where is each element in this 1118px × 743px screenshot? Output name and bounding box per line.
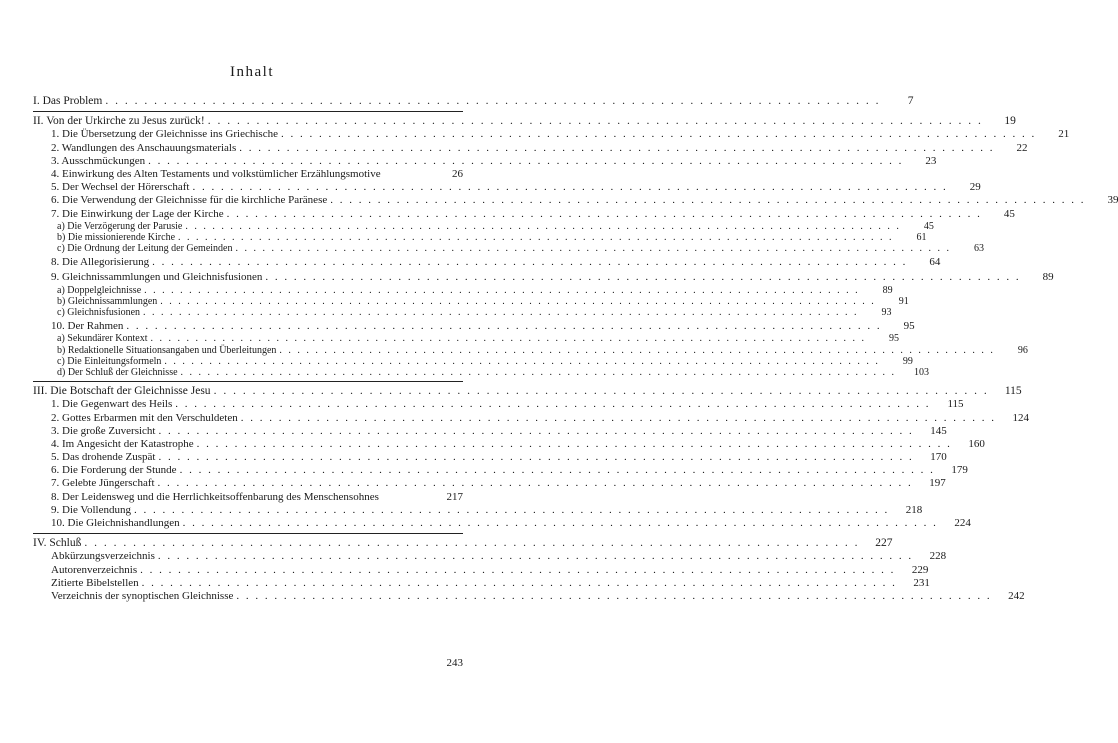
toc-entry-label: 7. Gelebte Jüngerschaft (51, 477, 155, 490)
toc-entry (33, 333, 900, 345)
toc-entry-label: I. Das Problem (33, 94, 103, 107)
toc-entry-label: Abkürzungsverzeichnis (51, 550, 155, 563)
toc-entry (33, 320, 915, 333)
toc-entry-page: 115 (1004, 385, 1022, 398)
toc-entry-page: 218 (905, 503, 923, 516)
toc-entry-page: 103 (914, 366, 930, 378)
toc-entry-page: 229 (911, 563, 929, 576)
toc-entry-page: 231 (913, 576, 930, 589)
dot-leader: . . . . . . . . . . . . . . . . . . . . . . . . . . . . . . . . . . . . . . . . . . . . . . . . . . . . . . . . . . . . . . . . . . . . . . . . . . . . . . . . (143, 307, 859, 318)
dot-leader: . . . . . . . . . . . . . . . . . . . . . . . . . . . . . . . . . . . . . . . . . . . . . . . . . . . . . . . . . . . . . . . . . . . . . . . . . . . . . . . . (236, 589, 992, 602)
dot-leader: . . . . . . . . . . . . . . . . . . . . . . . . . . . . . . . . . . . . . . . . . . . . . . . . . . . . . . . . . . . . . . . . . . . . . . . . . . . . . . . . (178, 231, 894, 243)
toc-entry-label: b) Die missionierende Kirche (57, 231, 176, 243)
toc-entry-label: 5. Das drohende Zuspät (51, 451, 156, 464)
toc-entry (33, 517, 971, 530)
toc-entry-label: b) Redaktionelle Situationsangaben und Überleitungen (57, 344, 277, 356)
toc-entry-page: 145 (930, 424, 947, 437)
toc-entry-label: III. Die Botschaft der Gleichnisse Jesu (33, 385, 211, 398)
section-rule (33, 111, 463, 112)
dot-leader: . . . . . . . . . . . . . . . . . . . . . . . . . . . . . . . . . . . . . . . . . . . . . . . . . . . . . . . . . . . . . . . . . . . . . . . . . . . . . . . . (164, 355, 880, 367)
toc-entry (33, 477, 946, 490)
toc-entry (33, 589, 1025, 603)
toc-entry-page: 64 (929, 256, 941, 269)
toc-entry-label: a) Doppelgleichnisse (57, 284, 142, 296)
toc-entry-page: 160 (968, 437, 985, 450)
toc-entry (33, 181, 981, 194)
dot-leader: . . . . . . . . . . . . . . . . . . . . . . . . . . . . . . . . . . . . . . . . . . . . . . . . . . . . . . . . . . . . . . . . . . . . . . . . . . . . . . . . (226, 207, 982, 220)
toc-entry-label: 2. Gottes Erbarmen mit den Verschuldeten (51, 411, 238, 424)
toc-entry (33, 243, 984, 255)
dot-leader: . . . . . . . . . . . . . . . . . . . . . . . . . . . . . . . . . . . . . . . . . . . . . . . . . . . . . . . . . . . . . . . . . . . . . . . . . . . . . . . . (150, 333, 867, 345)
section-rule (33, 533, 463, 534)
toc-entry-label: 5. Der Wechsel der Hörerschaft (51, 181, 190, 194)
toc-entry-page: 96 (1017, 344, 1028, 356)
toc-entry (33, 491, 463, 504)
toc-entry-label: 6. Die Forderung der Stunde (51, 464, 177, 477)
toc-entry (33, 355, 913, 367)
dot-leader: . . . . . . . . . . . . . . . . . . . . . . . . . . . . . . . . . . . . . . . . . . . . . . . . . . . . . . . . . . . . . . . . . . . . . . . . . . . . . . . . (239, 141, 995, 154)
toc-entry (33, 451, 947, 464)
toc-entry (33, 284, 893, 296)
toc-entry (33, 295, 909, 307)
toc-entry (33, 411, 1029, 425)
dot-leader: . . . . . . . . . . . . . . . . . . . . . . . . . . . . . . . . . . . . . . . . . . . . . . . . . . . . . . . . . . . . . . . . . . . . . . . . . . . . . . . . (157, 477, 913, 490)
dot-leader: . . . . . . . . . . . . . . . . . . . . . . . . . . . . . . . . . . . . . . . . . . . . . . . . . . . . . . . . . . . . . . . . . . . . . . . . . . . . . . . . (196, 437, 952, 450)
toc-entry-page: 217 (446, 490, 463, 503)
toc-entry-page: 21 (1058, 128, 1070, 141)
toc-section (33, 94, 914, 108)
toc-entry (33, 424, 947, 438)
dot-leader: . . . . . . . . . . . . . . . . . . . . . . . . . . . . . . . . . . . . . . . . . . . . . . . . . . . . . . . . . . . . . . . . . . . . . . . . . . . . . . . . (207, 115, 983, 128)
toc-entry-label: 4. Im Angesicht der Katastrophe (51, 437, 194, 450)
toc-entry-label: 4. Einwirkung des Alten Testaments und volkstümlicher Erzählungsmotive (51, 167, 381, 180)
toc-entry (33, 366, 930, 378)
toc-entry-label: b) Gleichnissammlungen (57, 295, 158, 307)
toc-entry-label: 8. Der Leidensweg und die Herrlichkeitsoffenbarung des Menschensohnes (51, 490, 379, 503)
toc-entry-label: II. Von der Urkirche zu Jesus zurück! (33, 115, 205, 128)
toc-entry-label: IV. Schluß (33, 537, 82, 550)
toc-entry-page: 91 (898, 295, 909, 307)
dot-leader: . . . . . . . . . . . . . . . . . . . . . . . . . . . . . . . . . . . . . . . . . . . . . . . . . . . . . . . . . . . . . . . . . . . . . . . . . . . . . . . . (158, 451, 914, 464)
toc-entry-page: 26 (452, 167, 463, 180)
dot-leader: . . . . . . . . . . . . . . . . . . . . . . . . . . . . . . . . . . . . . . . . . . . . . . . . . . . . . . . . . . . . . . . . . . . . . . . . . . . . . . . . (180, 366, 897, 378)
toc-entry (33, 256, 941, 269)
toc-entry (33, 168, 463, 181)
dot-leader: . . . . . . . . . . . . . . . . . . . . . . . . . . . . . . . . . . . . . . . . . . . . . . . . . . . . . . . . . . . . . . . . . . . . . . . . . . . . . . . . (330, 194, 1086, 207)
toc-entry-page: 7 (907, 94, 914, 107)
toc-entry-page: 89 (882, 284, 893, 296)
dot-leader: . . . . . . . . . . . . . . . . . . . . . . . . . . . . . . . . . . . . . . . . . . . . . . . . . . . . . . . . . . . . . . . . . . . . . . . . . . . . . . . . (240, 411, 996, 424)
toc-entry-label: Verzeichnis der synoptischen Gleichnisse (51, 589, 234, 602)
dot-leader: . . . . . . . . . . . . . . . . . . . . . . . . . . . . . . . . . . . . . . . . . . . . . . . . . . . . . . . . . . . . . . . . . . . . . . . . . . . . . . . . (133, 503, 890, 516)
toc-entry (33, 194, 1118, 207)
toc-entry (33, 576, 930, 590)
toc-entry-label: 8. Die Allegorisierung (51, 256, 150, 269)
dot-leader: . . . . . . . . . . . . . . . . . . . . . . . . . . . . . . . . . . . . . . . . . . . . . . . . . . . . . . . . . . . . . . . . . . . . . . . . . . . . . . . . (126, 320, 882, 333)
toc-entry-label: d) Der Schluß der Gleichnisse (57, 366, 178, 378)
toc-section (33, 385, 1022, 398)
dot-leader: . . . . . . . . . . . . . . . . . . . . . . . . . . . . . . . . . . . . . . . . . . . . . . . . . . . . . . . . . . . . . . . . . . . . . . . . . . . . . . . . (179, 464, 935, 477)
toc-entry (33, 220, 934, 232)
toc-entry (33, 141, 1028, 155)
toc-entry-label: 1. Die Gegenwart des Heils (51, 398, 173, 411)
toc-entry (33, 128, 1070, 141)
toc-entry-label: 3. Ausschmückungen (51, 154, 146, 167)
toc-entry-page: 170 (930, 451, 947, 464)
toc-entry (33, 231, 927, 243)
toc-entry (33, 398, 964, 411)
toc-entry-page: 61 (916, 231, 927, 243)
toc-entry-page: 242 (1008, 589, 1025, 602)
dot-leader: . . . . . . . . . . . . . . . . . . . . . . . . . . . . . . . . . . . . . . . . . . . . . . . . . . . . . . . . . . . . . . . . . . . . . . . . . . . . . . . . (182, 517, 938, 530)
toc-entry-page: 115 (947, 398, 964, 411)
toc-section (33, 115, 1016, 128)
toc-entry-page: 19 (1004, 115, 1016, 128)
toc-entry-label: c) Gleichnisfusionen (57, 307, 141, 318)
page-title: Inhalt (230, 64, 274, 80)
dot-leader: . . . . . . . . . . . . . . . . . . . . . . . . . . . . . . . . . . . . . . . . . . . . . . . . . . . . . . . . . . . . . . . . . . . . . . . . . . . . . . . . (160, 295, 876, 307)
toc-entry-page: 45 (923, 220, 934, 232)
toc-entry-label: 6. Die Verwendung der Gleichnisse für die kirchliche Paränese (51, 194, 328, 207)
dot-leader: . . . . . . . . . . . . . . . . . . . . . . . . . . . . . . . . . . . . . . . . . . . . . . . . . . . . . . . . . . . . . . . . . . . . . . . . . . . . . . . . (84, 537, 860, 550)
toc-entry-page: 29 (969, 181, 981, 194)
toc-entry-page: 95 (889, 333, 900, 345)
toc-entry-label: 10. Die Gleichnishandlungen (51, 517, 180, 530)
dot-leader: . . . . . . . . . . . . . . . . . . . . . . . . . . . . . . . . . . . . . . . . . . . . . . . . . . . . . . . . . . . . . . . . . . . . . . . . . . . . . . . . (157, 550, 914, 563)
dot-leader: . . . . . . . . . . . . . . . . . . . . . . . . . . . . . . . . . . . . . . . . . . . . . . . . . . . . . . . . . . . . . . . . . . . . . . . . . . . . . . . . (185, 220, 901, 232)
toc-entry-page: 228 (929, 550, 947, 563)
toc-entry (33, 307, 892, 318)
toc-entry-page: 179 (951, 464, 968, 477)
toc-entry-label: a) Die Verzögerung der Parusie (57, 220, 183, 232)
dot-leader: . . . . . . . . . . . . . . . . . . . . . . . . . . . . . . . . . . . . . . . . . . . . . . . . . . . . . . . . . . . . . . . . . . . . . . . . . . . . . . . . (148, 154, 904, 167)
toc-entry-label: 10. Der Rahmen (51, 320, 124, 333)
toc-entry-page: 93 (881, 307, 892, 318)
dot-leader: . . . . . . . . . . . . . . . . . . . . . . . . . . . . . . . . . . . . . . . . . . . . . . . . . . . . . . . . . . . . . . . . . . . . . . . . . . . . . . . . (280, 128, 1037, 141)
toc-entry-page: 95 (903, 320, 915, 333)
toc-entry-label: 9. Die Vollendung (51, 503, 131, 516)
toc-entry-label: 9. Gleichnissammlungen und Gleichnisfusionen (51, 271, 263, 284)
toc-entry-page: 227 (875, 537, 893, 550)
toc-entry-label: c) Die Einleitungsformeln (57, 355, 162, 367)
dot-leader: . . . . . . . . . . . . . . . . . . . . . . . . . . . . . . . . . . . . . . . . . . . . . . . . . . . . . . . . . . . . . . . . . . . . . . . . . . . . . . . . (158, 424, 914, 437)
dot-leader: . . . . . . . . . . . . . . . . . . . . . . . . . . . . . . . . . . . . . . . . . . . . . . . . . . . . . . . . . . . . . . . . . . . . . . . . . . . . . . . . (175, 398, 931, 411)
toc-entry-label: Autorenverzeichnis (51, 563, 138, 576)
toc-entry-label: Zitierte Bibelstellen (51, 576, 139, 589)
toc-entry-page: 23 (925, 154, 937, 167)
toc-entry (33, 344, 1028, 356)
toc-entry-label: a) Sekundärer Kontext (57, 333, 148, 345)
toc-entry-label: 7. Die Einwirkung der Lage der Kirche (51, 207, 224, 220)
dot-leader: . . . . . . . . . . . . . . . . . . . . . . . . . . . . . . . . . . . . . . . . . . . . . . . . . . . . . . . . . . . . . . . . . . . . . . . . . . . . . . . . (235, 243, 951, 255)
toc-entry-page: 63 (974, 243, 984, 255)
page-number: 243 (446, 657, 463, 669)
toc-entry (33, 437, 985, 451)
dot-leader: . . . . . . . . . . . . . . . . . . . . . . . . . . . . . . . . . . . . . . . . . . . . . . . . . . . . . . . . . . . . . . . . . . . . . . . . . . . . . . . . (265, 271, 1021, 284)
toc-section (33, 537, 893, 550)
toc-entry (33, 207, 1015, 221)
toc-entry-page: 89 (1042, 271, 1054, 284)
table-of-contents (33, 94, 1118, 603)
toc-entry (33, 464, 968, 477)
section-rule (33, 381, 463, 382)
toc-entry-label: c) Die Ordnung der Leitung der Gemeinden (57, 243, 233, 255)
dot-leader: . . . . . . . . . . . . . . . . . . . . . . . . . . . . . . . . . . . . . . . . . . . . . . . . . . . . . . . . . . . . . . . . . . . . . . . . . . . . . . . . (144, 284, 860, 296)
toc-entry-page: 39 (1107, 194, 1118, 207)
toc-entry (33, 563, 929, 577)
dot-leader: . . . . . . . . . . . . . . . . . . . . . . . . . . . . . . . . . . . . . . . . . . . . . . . . . . . . . . . . . . . . . . . . . . . . . . . . . . . . . . . . (152, 256, 908, 269)
toc-entry-label: 3. Die große Zuversicht (51, 424, 156, 437)
dot-leader: . . . . . . . . . . . . . . . . . . . . . . . . . . . . . . . . . . . . . . . . . . . . . . . . . . . . . . . . . . . . . . . . . . . . . . . . . . . . . . . . (279, 344, 995, 356)
toc-entry-page: 224 (954, 517, 971, 530)
toc-entry (33, 154, 937, 168)
toc-entry (33, 271, 1054, 284)
dot-leader: . . . . . . . . . . . . . . . . . . . . . . . . . . . . . . . . . . . . . . . . . . . . . . . . . . . . . . . . . . . . . . . . . . . . . . . . . . . . . . . . (105, 94, 881, 107)
toc-entry-page: 45 (1003, 207, 1015, 220)
toc-entry-label: 1. Die Übersetzung der Gleichnisse ins Griechische (51, 128, 278, 141)
toc-entry-page: 99 (902, 355, 913, 367)
toc-entry-page: 124 (1012, 411, 1029, 424)
dot-leader: . . . . . . . . . . . . . . . . . . . . . . . . . . . . . . . . . . . . . . . . . . . . . . . . . . . . . . . . . . . . . . . . . . . . . . . . . . . . . . . . (140, 563, 896, 576)
dot-leader: . . . . . . . . . . . . . . . . . . . . . . . . . . . . . . . . . . . . . . . . . . . . . . . . . . . . . . . . . . . . . . . . . . . . . . . . . . . . . . . . (192, 181, 948, 194)
dot-leader: . . . . . . . . . . . . . . . . . . . . . . . . . . . . . . . . . . . . . . . . . . . . . . . . . . . . . . . . . . . . . . . . . . . . . . . . . . . . . . . . (213, 385, 989, 398)
toc-entry (33, 503, 923, 517)
toc-entry-page: 22 (1016, 141, 1028, 154)
toc-entry-label: 2. Wandlungen des Anschauungsmaterials (51, 141, 237, 154)
toc-entry (33, 550, 947, 563)
dot-leader: . . . . . . . . . . . . . . . . . . . . . . . . . . . . . . . . . . . . . . . . . . . . . . . . . . . . . . . . . . . . . . . . . . . . . . . . . . . . . . . . (141, 576, 897, 589)
toc-entry-page: 197 (929, 477, 946, 490)
